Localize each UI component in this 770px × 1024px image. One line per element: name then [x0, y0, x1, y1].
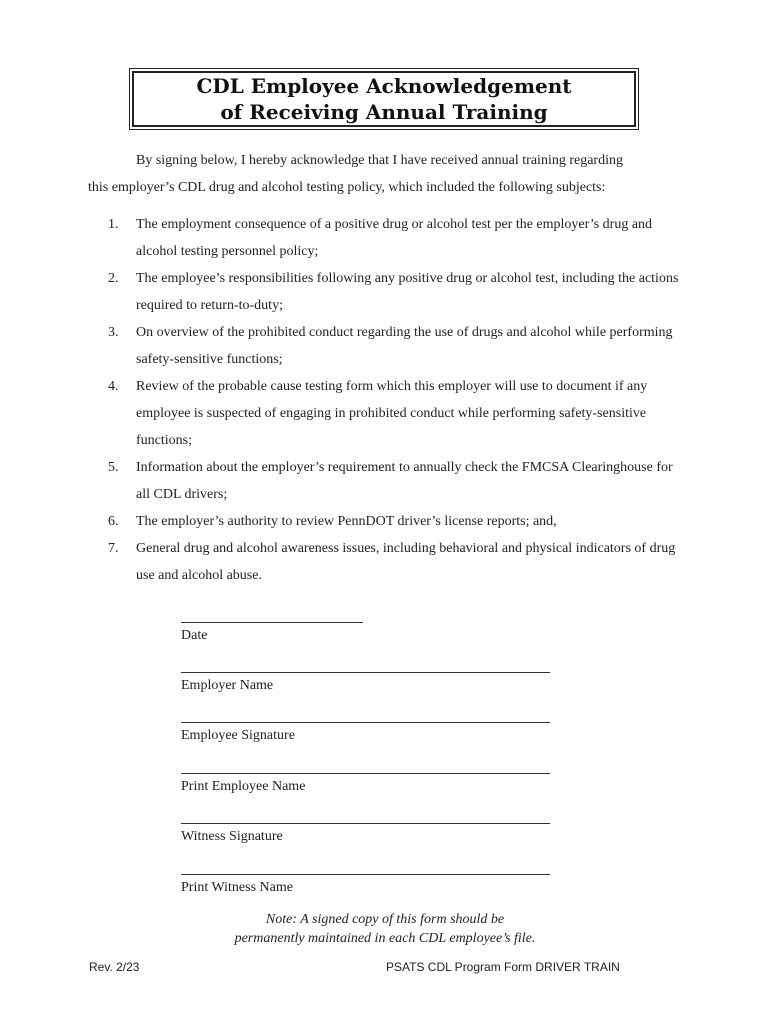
date-label: Date [181, 628, 208, 643]
list-item [108, 373, 688, 454]
print-employee-name-label: Print Employee Name [181, 779, 306, 794]
list-item-text: Information about the employer’s requirement to annually check the FMCSA Clearinghouse for all CDL drivers; [136, 460, 673, 502]
retention-note [150, 910, 620, 948]
title-line-2: of Receiving Annual Training [220, 100, 548, 124]
date-field[interactable] [181, 622, 363, 645]
title-line-1: CDL Employee Acknowledgement [196, 74, 572, 98]
footer-form-name: PSATS CDL Program Form DRIVER TRAIN [386, 960, 620, 974]
witness-signature-line[interactable] [181, 823, 550, 824]
note-line-2: permanently maintained in each CDL employee’s file. [234, 931, 536, 946]
list-item [108, 535, 688, 589]
list-item [108, 454, 688, 508]
witness-signature-label: Witness Signature [181, 829, 283, 844]
witness-signature-field[interactable] [181, 823, 550, 846]
list-item-number: 2. [108, 271, 119, 286]
intro-line-1: By signing below, I hereby acknowledge that I have received annual training regarding [136, 153, 623, 168]
list-item-number: 5. [108, 460, 119, 475]
intro-paragraph [88, 147, 688, 201]
list-item-text: General drug and alcohol awareness issues, including behavioral and physical indicators of drug use and alcohol abuse. [136, 541, 676, 583]
print-employee-name-field[interactable] [181, 773, 550, 796]
list-item [108, 265, 688, 319]
employee-signature-label: Employee Signature [181, 728, 295, 743]
list-item-number: 4. [108, 379, 119, 394]
note-line-1: Note: A signed copy of this form should be [265, 912, 505, 927]
list-item-number: 7. [108, 541, 119, 556]
print-witness-name-label: Print Witness Name [181, 880, 293, 895]
list-item [108, 508, 688, 535]
list-item [108, 211, 688, 265]
print-witness-name-field[interactable] [181, 874, 550, 897]
title-inner-border [132, 71, 636, 127]
employee-signature-line[interactable] [181, 722, 550, 723]
title-box [129, 68, 639, 130]
print-witness-name-line[interactable] [181, 874, 550, 875]
intro-line-2: this employer’s CDL drug and alcohol testing policy, which included the following subjects: [88, 180, 606, 195]
print-employee-name-line[interactable] [181, 773, 550, 774]
employee-signature-field[interactable] [181, 722, 550, 745]
subjects-list [108, 211, 688, 589]
date-line[interactable] [181, 622, 363, 623]
list-item-number: 6. [108, 514, 119, 529]
footer-revision: Rev. 2/23 [89, 960, 140, 974]
employer-name-line[interactable] [181, 672, 550, 673]
list-item-text: Review of the probable cause testing form which this employer will use to document if any employee is suspected of engaging in prohibited conduct while performing safety-sensitive functions; [136, 379, 648, 448]
list-item-number: 3. [108, 325, 119, 340]
list-item-text: The employee’s responsibilities following any positive drug or alcohol test, including the actions required to return-to-duty; [136, 271, 679, 313]
list-item-number: 1. [108, 217, 119, 232]
list-item-text: The employer’s authority to review PennDOT driver’s license reports; and, [136, 514, 557, 529]
employer-name-label: Employer Name [181, 678, 274, 693]
list-item-text: On overview of the prohibited conduct regarding the use of drugs and alcohol while performing safety-sensitive functions; [136, 325, 673, 367]
list-item-text: The employment consequence of a positive drug or alcohol test per the employer’s drug and alcohol testing personnel policy; [136, 217, 653, 259]
list-item [108, 319, 688, 373]
employer-name-field[interactable] [181, 672, 550, 695]
